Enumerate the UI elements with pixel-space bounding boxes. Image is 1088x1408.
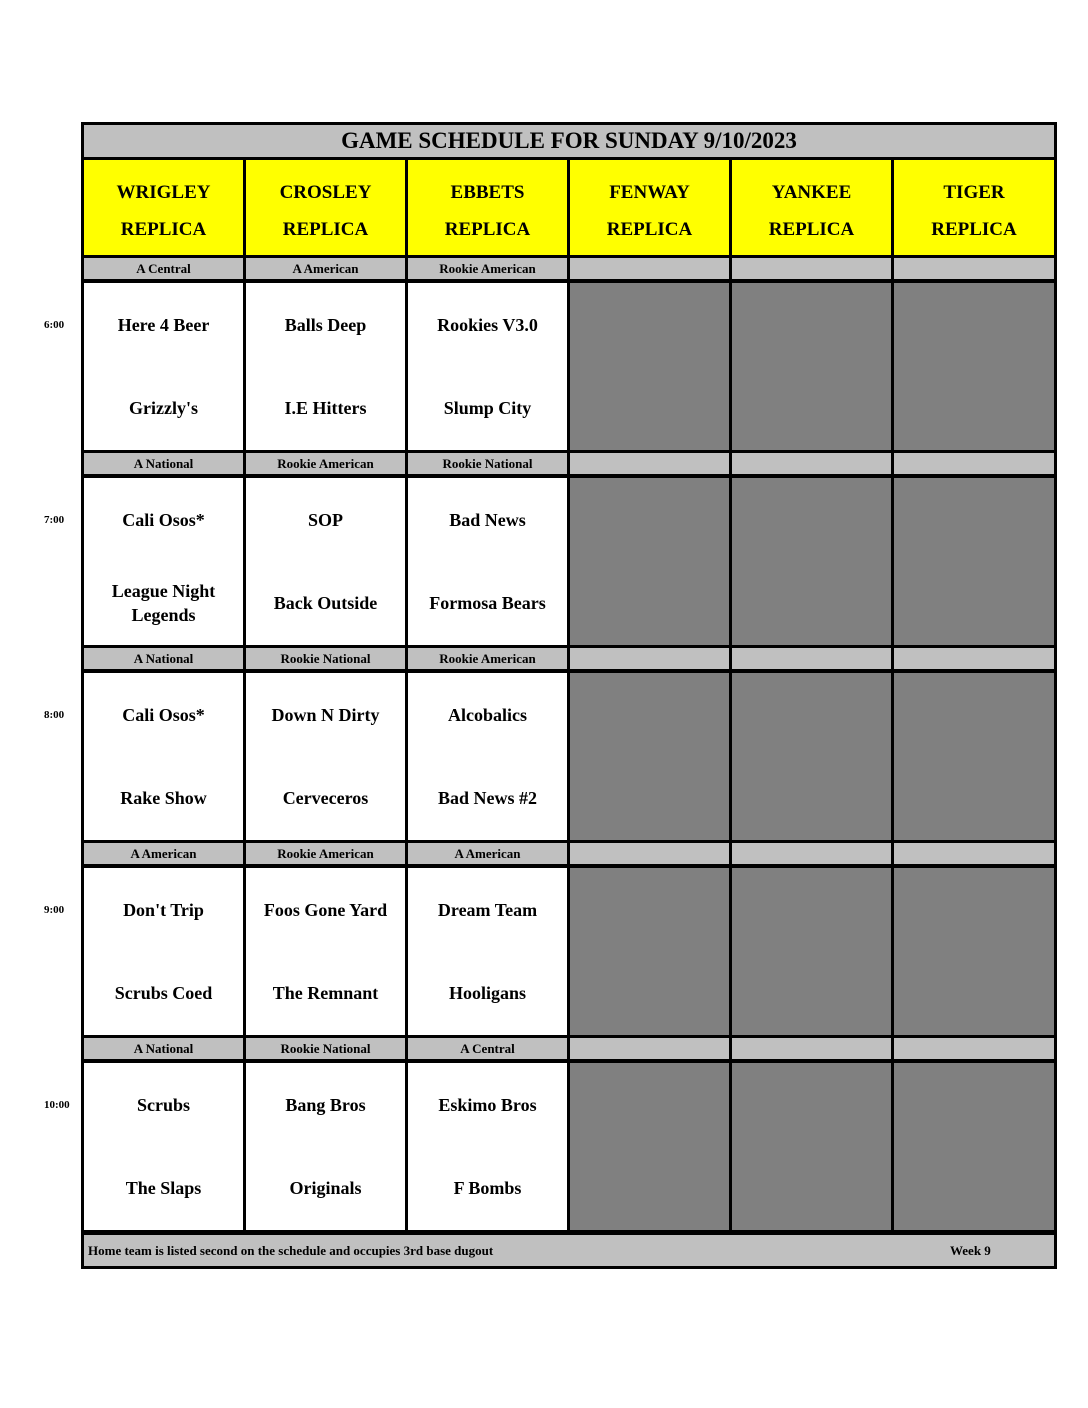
division-label xyxy=(894,453,1054,474)
division-label: Rookie American xyxy=(408,648,567,669)
footer-bar xyxy=(84,1235,1054,1266)
division-label: Rookie National xyxy=(246,648,405,669)
division-label: A National xyxy=(84,453,243,474)
home-team: Back Outside xyxy=(273,593,378,614)
field-name: TIGER xyxy=(943,182,1005,203)
away-team: Here 4 Beer xyxy=(117,314,210,335)
field-name: CROSLEY xyxy=(279,182,372,203)
division-label: Rookie American xyxy=(246,843,405,864)
time-label: 9:00 xyxy=(44,904,65,916)
division-label: Rookie American xyxy=(408,258,567,279)
field-name: EBBETS xyxy=(450,182,525,203)
division-label xyxy=(732,843,891,864)
time-label: 7:00 xyxy=(44,514,65,526)
division-label: A American xyxy=(408,843,567,864)
empty-game-cell xyxy=(570,478,729,645)
time-label: 6:00 xyxy=(44,319,65,331)
schedule-table xyxy=(81,122,1057,1269)
empty-game-cell xyxy=(732,478,891,645)
game-cell xyxy=(246,478,405,645)
home-team: Rake Show xyxy=(120,788,207,809)
home-team: F Bombs xyxy=(453,1178,522,1199)
home-team: Formosa Bears xyxy=(429,593,546,614)
game-cell xyxy=(408,673,567,840)
field-header-ebbets xyxy=(408,160,567,255)
home-team: Hooligans xyxy=(448,983,527,1004)
away-team: Scrubs xyxy=(136,1094,190,1115)
empty-game-cell xyxy=(732,1063,891,1230)
empty-game-cell xyxy=(570,673,729,840)
game-cell xyxy=(84,1063,243,1230)
away-team: SOP xyxy=(307,509,343,530)
game-cell xyxy=(408,283,567,450)
field-subtitle: REPLICA xyxy=(606,219,693,240)
field-header-fenway xyxy=(570,160,729,255)
home-team: Slump City xyxy=(443,398,532,419)
home-team: Bad News #2 xyxy=(437,788,537,809)
week-label: Week 9 xyxy=(950,1242,991,1258)
game-cell xyxy=(246,868,405,1035)
division-label xyxy=(894,843,1054,864)
home-team: League Night Legends xyxy=(111,581,216,626)
empty-game-cell xyxy=(570,868,729,1035)
game-cell xyxy=(246,673,405,840)
home-team: Grizzly's xyxy=(129,398,198,419)
division-label xyxy=(732,1038,891,1059)
home-team: Scrubs Coed xyxy=(114,983,213,1004)
schedule-title: GAME SCHEDULE FOR SUNDAY 9/10/2023 xyxy=(84,125,1054,157)
time-label: 8:00 xyxy=(44,709,65,721)
home-team: Cerveceros xyxy=(282,788,369,809)
home-team: Originals xyxy=(289,1178,362,1199)
away-team: Bang Bros xyxy=(285,1094,366,1115)
division-label: Rookie National xyxy=(408,453,567,474)
game-cell xyxy=(84,673,243,840)
division-label xyxy=(570,453,729,474)
field-subtitle: REPLICA xyxy=(768,219,855,240)
game-cell xyxy=(84,478,243,645)
division-label: A Central xyxy=(84,258,243,279)
field-subtitle: REPLICA xyxy=(120,219,207,240)
division-label xyxy=(894,1038,1054,1059)
empty-game-cell xyxy=(894,868,1054,1035)
empty-game-cell xyxy=(570,283,729,450)
division-label xyxy=(570,843,729,864)
division-label xyxy=(570,648,729,669)
empty-game-cell xyxy=(570,1063,729,1230)
empty-game-cell xyxy=(894,673,1054,840)
empty-game-cell xyxy=(894,1063,1054,1230)
field-subtitle: REPLICA xyxy=(444,219,531,240)
empty-game-cell xyxy=(894,283,1054,450)
footer-note: Home team is listed second on the schedule and occupies 3rd base dugout xyxy=(88,1242,494,1258)
away-team: Cali Osos* xyxy=(122,509,205,530)
division-label xyxy=(570,1038,729,1059)
division-label xyxy=(732,648,891,669)
away-team: Rookies V3.0 xyxy=(437,314,538,335)
field-header-tiger xyxy=(894,160,1054,255)
division-label: A National xyxy=(84,648,243,669)
division-label: A American xyxy=(84,843,243,864)
division-label xyxy=(732,453,891,474)
division-label: Rookie American xyxy=(246,453,405,474)
away-team: Foos Gone Yard xyxy=(263,899,388,920)
empty-game-cell xyxy=(894,478,1054,645)
empty-game-cell xyxy=(732,673,891,840)
field-name: YANKEE xyxy=(771,182,852,203)
away-team: Eskimo Bros xyxy=(438,1094,537,1115)
field-header-crosley xyxy=(246,160,405,255)
empty-game-cell xyxy=(732,868,891,1035)
game-cell xyxy=(246,1063,405,1230)
home-team: I.E Hitters xyxy=(284,398,367,419)
home-team: The Remnant xyxy=(272,983,379,1004)
division-label: A Central xyxy=(408,1038,567,1059)
game-cell xyxy=(84,868,243,1035)
field-header-wrigley xyxy=(84,160,243,255)
away-team: Don't Trip xyxy=(123,899,204,920)
field-name: FENWAY xyxy=(609,182,690,203)
field-name: WRIGLEY xyxy=(116,182,211,203)
away-team: Dream Team xyxy=(437,899,538,920)
away-team: Bad News xyxy=(449,509,526,530)
field-subtitle: REPLICA xyxy=(931,219,1017,240)
game-cell xyxy=(246,283,405,450)
game-cell xyxy=(84,283,243,450)
division-label: A National xyxy=(84,1038,243,1059)
away-team: Down N Dirty xyxy=(271,704,380,725)
division-label xyxy=(894,258,1054,279)
division-label: A American xyxy=(246,258,405,279)
game-cell xyxy=(408,868,567,1035)
game-cell xyxy=(408,1063,567,1230)
away-team: Balls Deep xyxy=(284,314,367,335)
division-label: Rookie National xyxy=(246,1038,405,1059)
division-label xyxy=(732,258,891,279)
home-team: The Slaps xyxy=(125,1178,202,1199)
empty-game-cell xyxy=(732,283,891,450)
time-label: 10:00 xyxy=(44,1099,70,1111)
away-team: Alcobalics xyxy=(448,704,527,725)
away-team: Cali Osos* xyxy=(122,704,205,725)
game-cell xyxy=(408,478,567,645)
field-header-yankee xyxy=(732,160,891,255)
division-label xyxy=(894,648,1054,669)
division-label xyxy=(570,258,729,279)
field-subtitle: REPLICA xyxy=(282,219,369,240)
